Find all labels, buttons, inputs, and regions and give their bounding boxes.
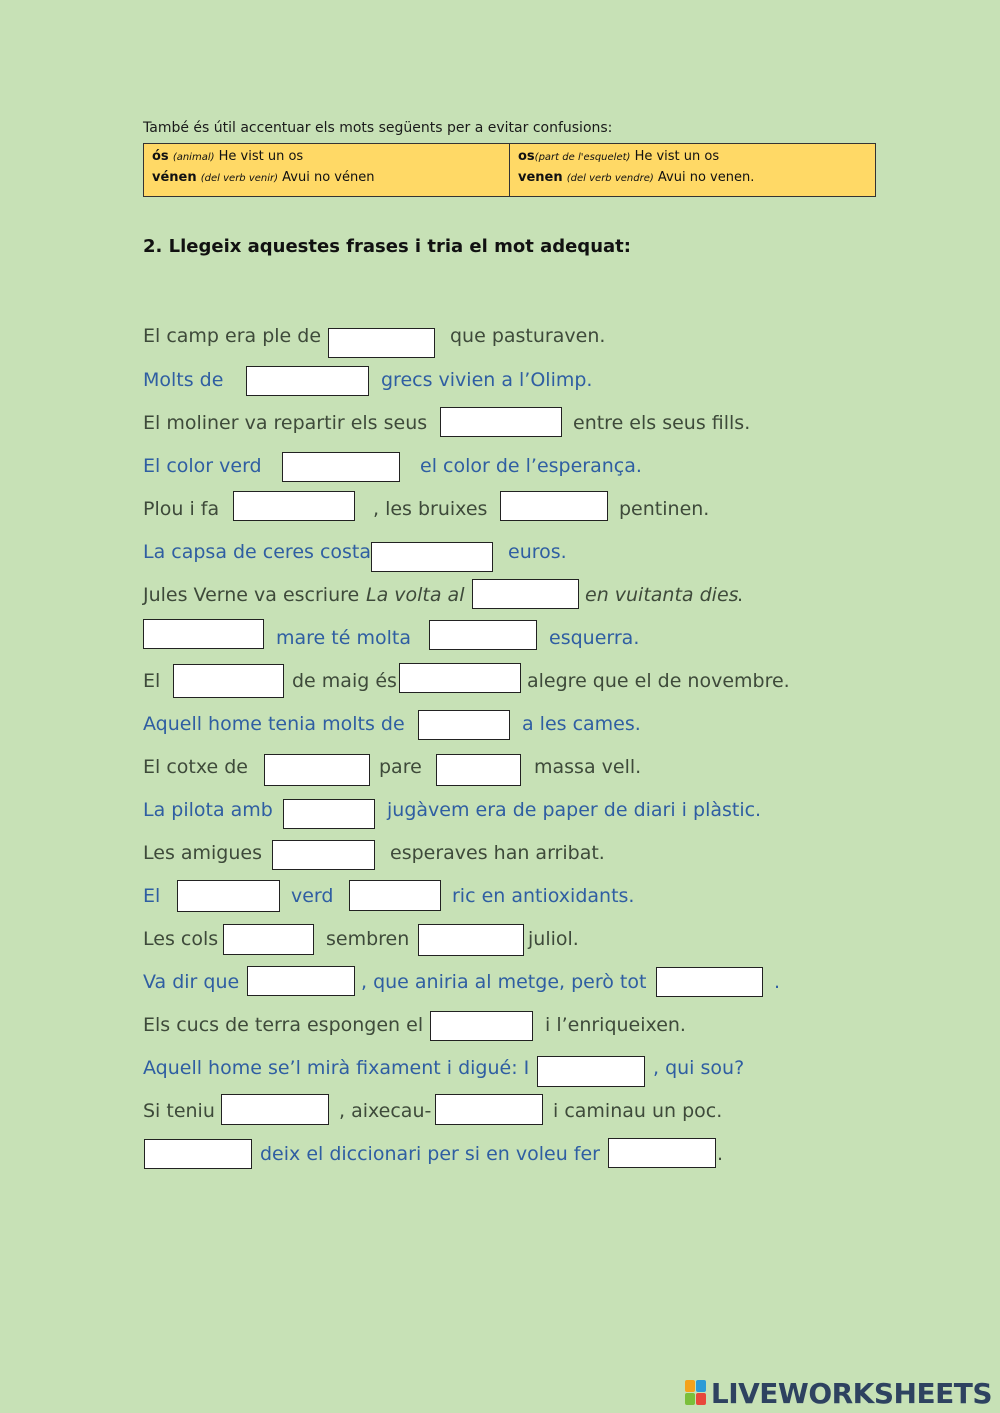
sentence-text: Jules Verne va escriure [143,584,360,606]
sentence-text: El [143,885,161,907]
sentence-text-italic: en vuitanta dies [585,584,739,606]
sentence-text: Les cols [143,928,219,950]
accent-table [143,143,876,197]
sentence-text: , les bruixes [373,498,488,520]
sentence-text: El cotxe de [143,756,248,778]
sentence-text: Plou i fa [143,498,220,520]
sentence-text: verd [291,885,334,907]
answer-blank[interactable] [656,967,763,997]
answer-blank[interactable] [272,840,375,870]
sentence-text: La capsa de ceres costa [143,541,372,563]
sentence-text: Si teniu [143,1100,215,1122]
sentence-text: , qui sou? [653,1057,745,1079]
sentence-text: . [774,971,781,993]
table-col-right [509,144,875,196]
answer-blank[interactable] [371,542,493,572]
sentence-text: Els cucs de terra espongen el [143,1014,424,1036]
answer-blank[interactable] [283,799,375,829]
sentence-text: que pasturaven. [450,325,606,347]
sentence-text: ric en antioxidants. [452,885,635,907]
answer-blank[interactable] [143,619,264,649]
logo-text: LIVEWORKSHEETS [710,1376,992,1410]
sentence-text: Les amigues [143,842,263,864]
answer-blank[interactable] [328,328,435,358]
sentence-text: Aquell home tenia molts de [143,713,405,735]
sentence-text: jugàvem era de paper de diari i plàstic. [387,799,762,821]
sentence-text: el color de l’esperança. [420,455,642,477]
answer-blank[interactable] [472,579,579,609]
table-row: os(part de l'esquelet) He vist un os [518,149,720,164]
sentence-text: La pilota amb [143,799,273,821]
sentence-text: de maig és [292,670,397,692]
answer-blank[interactable] [399,663,521,693]
answer-blank[interactable] [246,366,369,396]
sentence-text: i caminau un poc. [553,1100,723,1122]
answer-blank[interactable] [247,966,355,996]
sentence-text: El [143,670,161,692]
sentence-text: Va dir que [143,971,240,993]
sentence-text: Aquell home se’l mirà fixament i digué: I [143,1057,530,1079]
intro-text: També és útil accentuar els mots següents per a evitar confusions: [143,120,613,136]
sentence-text-italic: La volta al [366,584,465,606]
answer-blank[interactable] [537,1056,645,1087]
answer-blank[interactable] [418,710,510,740]
sentence-text: mare té molta [276,627,411,649]
sentence-text: , que aniria al metge, però tot [361,971,647,993]
answer-blank[interactable] [173,664,284,698]
answer-blank[interactable] [440,407,562,437]
answer-blank[interactable] [221,1094,329,1125]
answer-blank[interactable] [264,754,370,786]
sentence-text: deix el diccionari per si en voleu fer [260,1143,600,1165]
sentence-text: juliol. [528,928,579,950]
sentence-text: El color verd [143,455,262,477]
answer-blank[interactable] [349,880,441,911]
table-row: venen (del verb vendre) Avui no venen. [518,170,755,185]
sentence-text: esperaves han arribat. [390,842,605,864]
answer-blank[interactable] [608,1138,716,1168]
sentence-text: alegre que el de novembre. [527,670,790,692]
answer-blank[interactable] [429,620,537,650]
sentence-text: a les cames. [522,713,641,735]
answer-blank[interactable] [418,924,524,956]
sentence-text: El camp era ple de [143,325,322,347]
liveworksheets-logo [685,1376,992,1410]
logo-icon [685,1380,707,1406]
sentence-text: sembren [326,928,410,950]
table-row: vénen (del verb venir) Avui no vénen [152,170,375,185]
sentence-text: Molts de [143,369,224,391]
sentence-text: i l’enriqueixen. [545,1014,686,1036]
answer-blank[interactable] [430,1011,533,1041]
answer-blank[interactable] [282,452,400,482]
sentence-text: entre els seus fills. [573,412,751,434]
answer-blank[interactable] [500,491,608,521]
sentence-text: . [737,584,744,606]
sentence-text: . [717,1143,724,1165]
table-row: ós (animal) He vist un os [152,149,304,164]
exercise-heading: 2. Llegeix aquestes frases i tria el mot adequat: [143,236,631,257]
table-col-left [144,144,509,196]
answer-blank[interactable] [435,1094,543,1125]
answer-blank[interactable] [144,1139,252,1169]
sentence-text: esquerra. [549,627,640,649]
sentence-text: euros. [508,541,567,563]
sentence-text: grecs vivien a l’Olimp. [381,369,593,391]
sentence-text: pare [379,756,422,778]
answer-blank[interactable] [177,880,280,912]
sentence-text: pentinen. [619,498,710,520]
sentence-text: El moliner va repartir els seus [143,412,428,434]
sentence-text: massa vell. [534,756,642,778]
answer-blank[interactable] [436,754,521,786]
answer-blank[interactable] [233,491,355,521]
sentence-text: , aixecau- [339,1100,432,1122]
answer-blank[interactable] [223,924,314,955]
